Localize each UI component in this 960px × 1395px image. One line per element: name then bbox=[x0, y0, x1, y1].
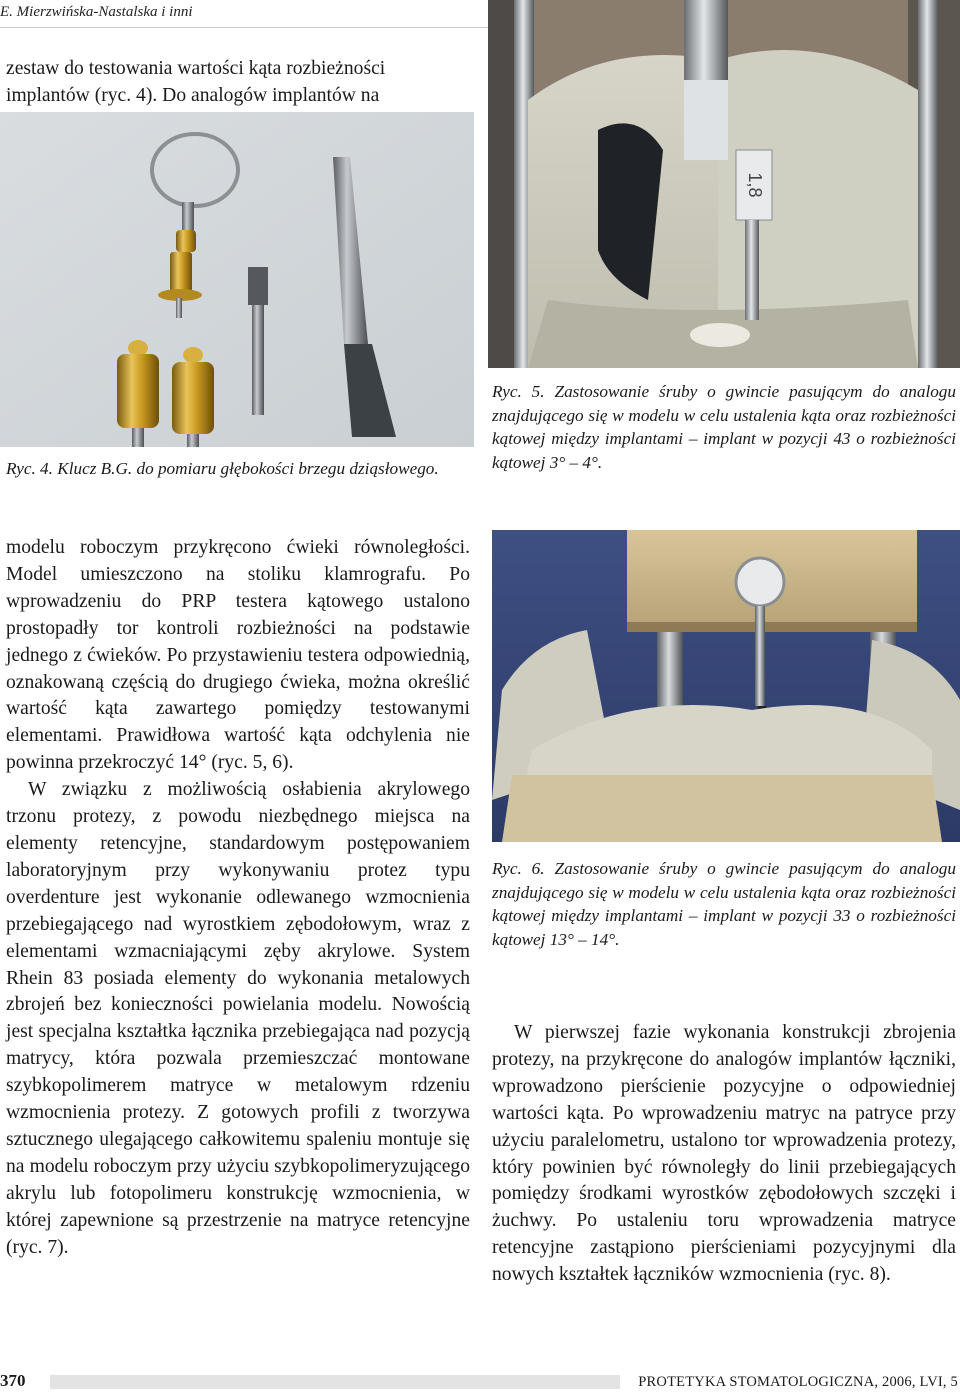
figure-4-photo bbox=[0, 112, 474, 447]
right-column-body bbox=[492, 1020, 956, 1289]
figure-6-photo bbox=[492, 530, 960, 842]
left-paragraph-1: modelu roboczym przykręcono ćwieki równoległości. Model umieszczono na stoliku klamrografu. Po wprowadzeniu do PRP testera kątowego ustalono prostopadły tor kontroli rozbieżności na podstawie jednego z ćwieków. Po przystawieniu testera odpowiednią, oznakowaną częścią do drugiego ćwieka, można określić wartość kąta zawartego pomiędzy testowanymi elementami. Prawidłowa wartość kąta odchylenia nie powinna przekroczyć 14° (ryc. 5, 6). bbox=[6, 537, 470, 774]
left-column-body bbox=[6, 535, 470, 1261]
figure-5-photo bbox=[488, 0, 960, 368]
footer-rule bbox=[50, 1375, 620, 1389]
figure-6-caption bbox=[492, 857, 956, 951]
figure-5-caption-text: Zastosowanie śruby o gwincie pasującym do analogu znajdującego się w modelu w celu ustalenia kąta oraz rozbieżności kątowej między implantami – implant w pozycji 43 o rozbieżności kątowej 3° – 4°. bbox=[492, 382, 956, 472]
figure-5-caption bbox=[492, 380, 956, 474]
intro-line-2: implantów (ryc. 4). Do analogów implantów na bbox=[6, 84, 380, 106]
figure-5-photo-label: 1,8 bbox=[745, 172, 765, 198]
figure-5-label: Ryc. 5. bbox=[492, 382, 545, 401]
left-paragraph-2: W związku z możliwością osłabienia akrylowego trzonu protezy, z powodu niezbędnego miejsca na elementy retencyjne, standardowym postępowaniem laboratoryjnym przy wykonywaniu protez typu overdenture jest wykonanie odlewanego wzmocnienia przebiegającego nad wyrostkiem zębodołowym, wraz z elementami wzmacniającymi zęby akrylowe. System Rhein 83 posiada elementy do wykonania metalowych zbrojeń bez konieczności powielania modelu. Nowością jest specjalna kształtka łącznika przebiegająca nad pozycją matrycy, która pozwala przemieszczać montowane szybkopolimerem matryce w metalowym rdzeniu wzmocnienia protezy. Z gotowych profili z tworzywa sztucznego ulegającego całkowitemu spaleniu montuje się na modelu roboczym przy użyciu szybkopolimeryzującego akrylu lub fotopolimeru konstrukcję wzmocnienia, w której zapewnione są przestrzenie na matryce retencyjne (ryc. 7). bbox=[6, 779, 470, 1258]
figure-4-caption bbox=[6, 457, 470, 481]
figure-6-caption-text: Zastosowanie śruby o gwincie pasującym do analogu znajdującego się w modelu w celu ustalenia kąta oraz rozbieżności kątowej między implantami – implant w pozycji 33 o rozbieżności kątowej 13° – 14°. bbox=[492, 859, 956, 949]
intro-line-1: zestaw do testowania wartości kąta rozbieżności bbox=[6, 58, 386, 79]
intro-text bbox=[6, 56, 470, 110]
right-paragraph-1: W pierwszej fazie wykonania konstrukcji zbrojenia protezy, na przykręcone do analogów implantów łączniki, wprowadzono pierścienie pozycyjne o odpowiedniej wartości kąta. Po wprowadzeniu matryc na patryce przy użyciu paralelometru, ustalono tor wprowadzenia protezy, który powinien być równoległy do linii przebiegających pomiędzy środkami wyrostków zębodołowych szczęki i żuchwy. Po ustaleniu toru wprowadzenia matryce retencyjne zastąpiono pierścieniami pozycyjnymi dla nowych kształtek łączników wzmocnienia (ryc. 8). bbox=[492, 1022, 956, 1286]
running-header-author: E. Mierzwińska-Nastalska i inni bbox=[0, 0, 960, 28]
figure-6-label: Ryc. 6. bbox=[492, 859, 545, 878]
page-number: 370 bbox=[0, 1371, 26, 1390]
figure-4-label: Ryc. 4. bbox=[6, 459, 53, 478]
footer-journal: PROTETYKA STOMATOLOGICZNA, 2006, LVI, 5 bbox=[638, 1374, 958, 1390]
figure-4-caption-text: Klucz B.G. do pomiaru głębokości brzegu dziąsłowego. bbox=[57, 459, 439, 478]
